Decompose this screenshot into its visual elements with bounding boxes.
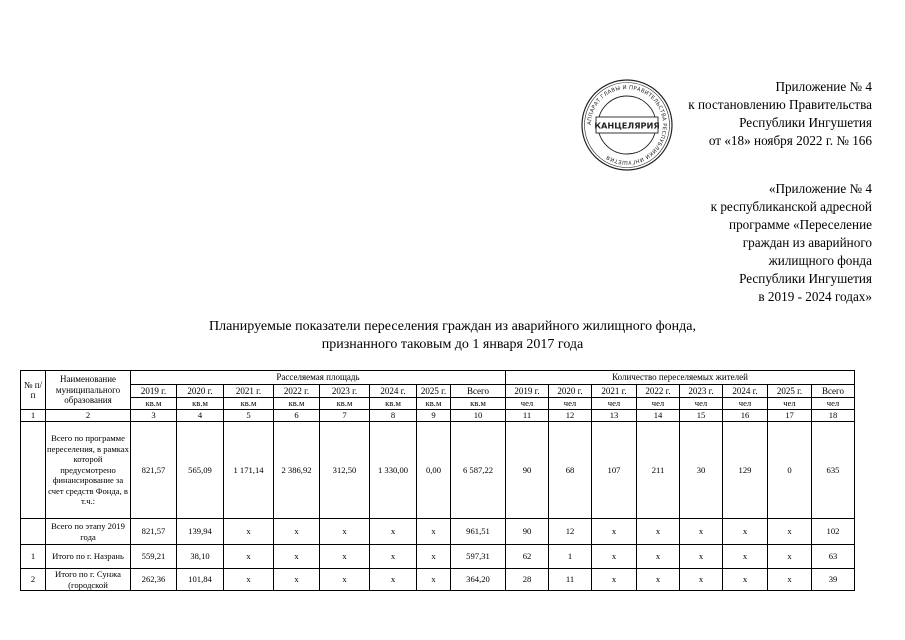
program-appendix-header — [711, 180, 872, 306]
area-value-cell: 1 330,00 — [370, 422, 417, 519]
column-number: 5 — [224, 410, 274, 422]
people-value-cell: x — [592, 519, 637, 545]
area-value-cell: x — [370, 569, 417, 591]
area-value-cell: 364,20 — [451, 569, 506, 591]
area-value-cell: 101,84 — [177, 569, 224, 591]
column-number: 18 — [812, 410, 855, 422]
area-year-header: 2025 г. — [417, 385, 451, 398]
program-appendix-line: «Приложение № 4 — [768, 181, 872, 196]
people-unit: чел — [506, 398, 549, 410]
column-number: 11 — [506, 410, 549, 422]
people-value-cell: 11 — [549, 569, 592, 591]
people-value-cell: x — [768, 569, 812, 591]
row-number: 2 — [21, 569, 46, 591]
people-value-cell: 107 — [592, 422, 637, 519]
area-value-cell: 6 587,22 — [451, 422, 506, 519]
area-value-cell: x — [274, 519, 320, 545]
column-number: 13 — [592, 410, 637, 422]
resettlement-table — [20, 370, 855, 591]
program-appendix-line: Республики Ингушетия — [739, 271, 872, 286]
title-line-2: признанного таковым до 1 января 2017 года — [321, 337, 584, 352]
people-unit: чел — [812, 398, 855, 410]
area-value-cell: x — [224, 519, 274, 545]
people-value-cell: 90 — [506, 519, 549, 545]
area-value-cell: 139,94 — [177, 519, 224, 545]
row-municipality-name: Итого по г. Сунжа (городской — [46, 569, 131, 591]
title-line-1: Планируемые показатели переселения граждан из аварийного жилищного фонда, — [208, 319, 696, 334]
people-value-cell: 62 — [506, 545, 549, 569]
people-unit: чел — [680, 398, 723, 410]
people-value-cell: 28 — [506, 569, 549, 591]
row-municipality-name: Всего по этапу 2019 года — [46, 519, 131, 545]
appendix-line: Республики Ингушетия — [739, 115, 872, 130]
stamp-ring-text: АППАРАТ ГЛАВЫ И ПРАВИТЕЛЬСТВА РЕСПУБЛИКИ ИНГУШЕТИЯ — [586, 84, 668, 166]
area-value-cell: x — [417, 545, 451, 569]
area-value-cell: 597,31 — [451, 545, 506, 569]
area-value-cell: x — [320, 545, 370, 569]
people-year-header: Всего — [812, 385, 855, 398]
people-value-cell: 1 — [549, 545, 592, 569]
row-number — [21, 519, 46, 545]
appendix-line: к постановлению Правительства — [688, 97, 872, 112]
people-value-cell: x — [637, 519, 680, 545]
area-year-header: 2021 г. — [224, 385, 274, 398]
people-year-header: 2020 г. — [549, 385, 592, 398]
area-year-header: 2023 г. — [320, 385, 370, 398]
area-unit: кв.м — [274, 398, 320, 410]
people-value-cell: 12 — [549, 519, 592, 545]
area-value-cell: 821,57 — [131, 422, 177, 519]
units-header-row — [21, 398, 855, 410]
area-value-cell: x — [320, 519, 370, 545]
area-year-header: Всего — [451, 385, 506, 398]
people-value-cell: 63 — [812, 545, 855, 569]
area-value-cell: 559,21 — [131, 545, 177, 569]
column-number: 9 — [417, 410, 451, 422]
area-value-cell: x — [274, 545, 320, 569]
people-value-cell: x — [723, 519, 768, 545]
area-value-cell: x — [274, 569, 320, 591]
column-number: 16 — [723, 410, 768, 422]
people-value-cell: 102 — [812, 519, 855, 545]
area-year-header: 2024 г. — [370, 385, 417, 398]
people-unit: чел — [637, 398, 680, 410]
stamp-center-text: КАНЦЕЛЯРИЯ — [594, 120, 660, 131]
area-value-cell: 565,09 — [177, 422, 224, 519]
column-number: 2 — [46, 410, 131, 422]
column-number: 6 — [274, 410, 320, 422]
people-value-cell: 635 — [812, 422, 855, 519]
row-municipality-name: Всего по программе переселения, в рамках которой предусмотрено финансирование за счет средств Фонда, в т.ч.: — [46, 422, 131, 519]
area-unit: кв.м — [370, 398, 417, 410]
area-year-header: 2022 г. — [274, 385, 320, 398]
column-number: 14 — [637, 410, 680, 422]
area-unit: кв.м — [131, 398, 177, 410]
column-number: 15 — [680, 410, 723, 422]
people-value-cell: 39 — [812, 569, 855, 591]
chancellery-stamp — [580, 78, 674, 172]
people-value-cell: 68 — [549, 422, 592, 519]
area-year-header: 2020 г. — [177, 385, 224, 398]
people-value-cell: x — [637, 545, 680, 569]
column-number: 1 — [21, 410, 46, 422]
people-value-cell: 90 — [506, 422, 549, 519]
area-value-cell: 961,51 — [451, 519, 506, 545]
table-row — [21, 519, 855, 545]
column-number: 12 — [549, 410, 592, 422]
people-year-header: 2021 г. — [592, 385, 637, 398]
appendix-line: от «18» ноября 2022 г. № 166 — [708, 133, 872, 148]
people-value-cell: 0 — [768, 422, 812, 519]
people-value-cell: x — [592, 545, 637, 569]
program-appendix-line: программе «Переселение — [729, 217, 872, 232]
people-value-cell: x — [768, 545, 812, 569]
appendix-line: Приложение № 4 — [775, 79, 872, 94]
area-unit: кв.м — [224, 398, 274, 410]
people-value-cell: x — [592, 569, 637, 591]
document-title — [0, 318, 905, 354]
people-value-cell: 129 — [723, 422, 768, 519]
area-value-cell: 821,57 — [131, 519, 177, 545]
column-number: 7 — [320, 410, 370, 422]
area-unit: кв.м — [177, 398, 224, 410]
area-year-header: 2019 г. — [131, 385, 177, 398]
area-value-cell: 312,50 — [320, 422, 370, 519]
area-value-cell: 38,10 — [177, 545, 224, 569]
people-unit: чел — [592, 398, 637, 410]
row-municipality-name: Итого по г. Назрань — [46, 545, 131, 569]
program-appendix-line: к республиканской адресной — [710, 199, 872, 214]
column-number: 10 — [451, 410, 506, 422]
table-row — [21, 545, 855, 569]
area-value-cell: x — [417, 519, 451, 545]
table-row — [21, 422, 855, 519]
area-unit: кв.м — [451, 398, 506, 410]
area-value-cell: x — [224, 545, 274, 569]
header-people-group: Количество переселяемых жителей — [506, 371, 855, 385]
header-number: № п/п — [21, 371, 46, 410]
program-appendix-line: в 2019 - 2024 годах» — [758, 289, 872, 304]
people-value-cell: 30 — [680, 422, 723, 519]
area-value-cell: 2 386,92 — [274, 422, 320, 519]
column-number: 8 — [370, 410, 417, 422]
column-number: 4 — [177, 410, 224, 422]
people-unit: чел — [549, 398, 592, 410]
people-value-cell: x — [680, 569, 723, 591]
area-value-cell: x — [224, 569, 274, 591]
header-municipality: Наименование муниципального образования — [46, 371, 131, 410]
people-year-header: 2024 г. — [723, 385, 768, 398]
people-year-header: 2019 г. — [506, 385, 549, 398]
people-value-cell: x — [723, 569, 768, 591]
area-value-cell: x — [417, 569, 451, 591]
people-year-header: 2022 г. — [637, 385, 680, 398]
row-number — [21, 422, 46, 519]
people-unit: чел — [723, 398, 768, 410]
area-value-cell: x — [370, 519, 417, 545]
area-unit: кв.м — [417, 398, 451, 410]
area-value-cell: x — [370, 545, 417, 569]
appendix-header — [688, 78, 872, 150]
people-value-cell: x — [723, 545, 768, 569]
area-value-cell: 0,00 — [417, 422, 451, 519]
area-unit: кв.м — [320, 398, 370, 410]
people-value-cell: x — [637, 569, 680, 591]
people-value-cell: x — [680, 519, 723, 545]
table-row — [21, 569, 855, 591]
column-number: 17 — [768, 410, 812, 422]
people-value-cell: x — [680, 545, 723, 569]
people-unit: чел — [768, 398, 812, 410]
area-value-cell: 262,36 — [131, 569, 177, 591]
column-number: 3 — [131, 410, 177, 422]
people-value-cell: 211 — [637, 422, 680, 519]
people-year-header: 2025 г. — [768, 385, 812, 398]
column-numbers-row — [21, 410, 855, 422]
row-number: 1 — [21, 545, 46, 569]
years-header-row — [21, 385, 855, 398]
header-area-group: Расселяемая площадь — [131, 371, 506, 385]
program-appendix-line: граждан из аварийного — [742, 235, 872, 250]
people-year-header: 2023 г. — [680, 385, 723, 398]
area-value-cell: x — [320, 569, 370, 591]
people-value-cell: x — [768, 519, 812, 545]
program-appendix-line: жилищного фонда — [768, 253, 872, 268]
area-value-cell: 1 171,14 — [224, 422, 274, 519]
